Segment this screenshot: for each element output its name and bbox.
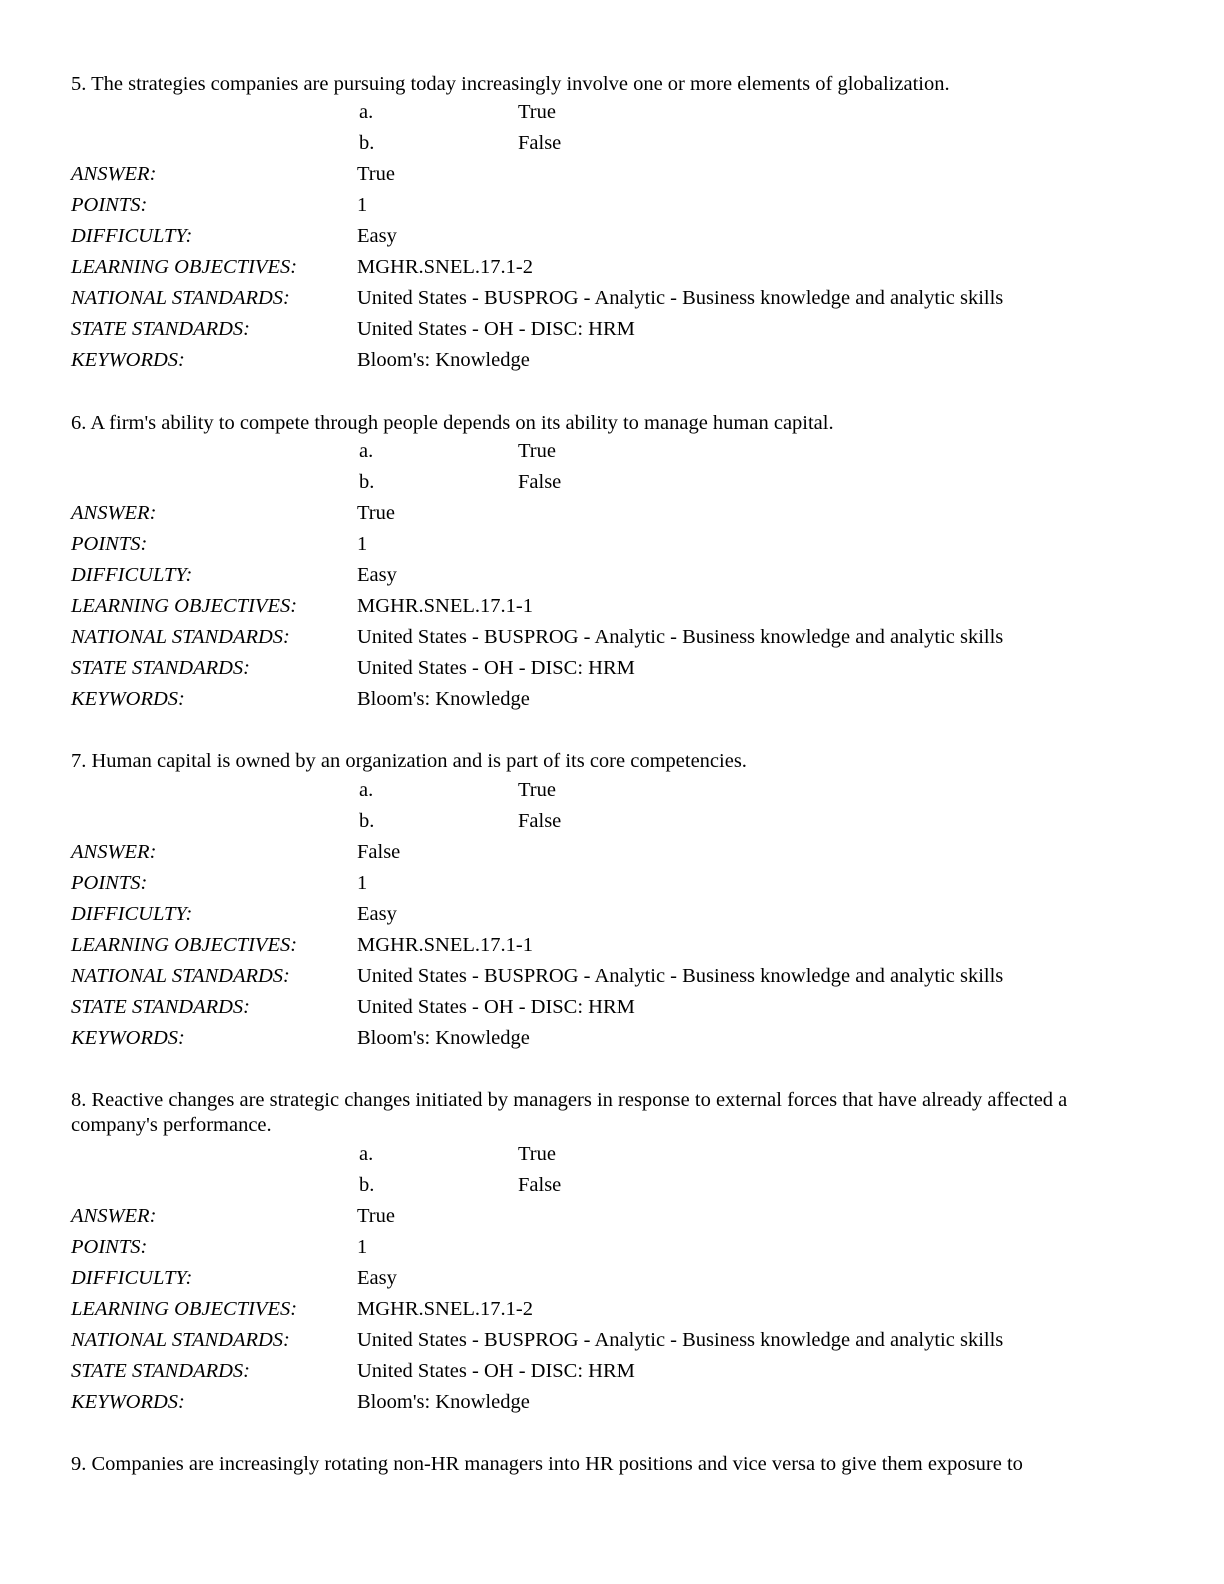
question-stem: 6. A firm's ability to compete through people depends on its ability to manage human capital. [71,412,834,434]
learning-objectives-value: MGHR.SNEL.17.1-1 [357,595,533,617]
difficulty-value: Easy [357,1267,397,1289]
keywords-value: Bloom's: Knowledge [357,1391,530,1413]
points-value: 1 [357,194,368,216]
difficulty-label: DIFFICULTY: [71,225,193,247]
answer-label: ANSWER: [71,502,157,524]
answer-label: ANSWER: [71,163,157,185]
answer-value: True [357,1205,395,1227]
points-value: 1 [357,872,368,894]
option-letter: a. [359,1143,374,1165]
points-value: 1 [357,1236,368,1258]
points-label: POINTS: [71,872,148,894]
state-standards-value: United States - OH - DISC: HRM [357,657,635,679]
national-standards-value: United States - BUSPROG - Analytic - Business knowledge and analytic skills [357,287,1004,309]
option-text: True [518,779,556,801]
national-standards-label: NATIONAL STANDARDS: [71,1329,290,1351]
keywords-label: KEYWORDS: [71,349,185,371]
difficulty-value: Easy [357,903,397,925]
option-letter: b. [359,471,375,493]
keywords-label: KEYWORDS: [71,1027,185,1049]
difficulty-label: DIFFICULTY: [71,564,193,586]
answer-value: True [357,502,395,524]
question-stem: 7. Human capital is owned by an organization and is part of its core competencies. [71,750,747,772]
points-label: POINTS: [71,533,148,555]
learning-objectives-value: MGHR.SNEL.17.1-2 [357,1298,533,1320]
keywords-label: KEYWORDS: [71,1391,185,1413]
keywords-value: Bloom's: Knowledge [357,1027,530,1049]
option-text: False [518,1174,562,1196]
state-standards-value: United States - OH - DISC: HRM [357,996,635,1018]
learning-objectives-label: LEARNING OBJECTIVES: [71,1298,298,1320]
answer-label: ANSWER: [71,1205,157,1227]
national-standards-value: United States - BUSPROG - Analytic - Business knowledge and analytic skills [357,1329,1004,1351]
option-letter: b. [359,1174,375,1196]
state-standards-label: STATE STANDARDS: [71,996,250,1018]
learning-objectives-value: MGHR.SNEL.17.1-2 [357,256,533,278]
option-letter: a. [359,779,374,801]
difficulty-value: Easy [357,564,397,586]
national-standards-value: United States - BUSPROG - Analytic - Business knowledge and analytic skills [357,626,1004,648]
keywords-label: KEYWORDS: [71,688,185,710]
learning-objectives-value: MGHR.SNEL.17.1-1 [357,934,533,956]
option-text: True [518,440,556,462]
option-letter: b. [359,810,375,832]
option-letter: b. [359,132,375,154]
question-stem: 5. The strategies companies are pursuing today increasingly involve one or more elements of globalization. [71,73,950,95]
national-standards-label: NATIONAL STANDARDS: [71,287,290,309]
question-stem: 8. Reactive changes are strategic changes initiated by managers in response to external forces that have already affected a company's performance. [71,1089,1068,1136]
state-standards-label: STATE STANDARDS: [71,1360,250,1382]
option-letter: a. [359,101,374,123]
state-standards-label: STATE STANDARDS: [71,318,250,340]
learning-objectives-label: LEARNING OBJECTIVES: [71,256,298,278]
state-standards-label: STATE STANDARDS: [71,657,250,679]
option-text: True [518,101,556,123]
option-text: False [518,810,562,832]
national-standards-label: NATIONAL STANDARDS: [71,965,290,987]
difficulty-value: Easy [357,225,397,247]
answer-value: True [357,163,395,185]
national-standards-label: NATIONAL STANDARDS: [71,626,290,648]
answer-label: ANSWER: [71,841,157,863]
answer-value: False [357,841,401,863]
keywords-value: Bloom's: Knowledge [357,349,530,371]
national-standards-value: United States - BUSPROG - Analytic - Business knowledge and analytic skills [357,965,1004,987]
points-label: POINTS: [71,1236,148,1258]
keywords-value: Bloom's: Knowledge [357,688,530,710]
question-stem: 9. Companies are increasingly rotating non-HR managers into HR positions and vice versa to give them exposure to [71,1453,1023,1475]
state-standards-value: United States - OH - DISC: HRM [357,1360,635,1382]
points-label: POINTS: [71,194,148,216]
difficulty-label: DIFFICULTY: [71,1267,193,1289]
difficulty-label: DIFFICULTY: [71,903,193,925]
option-text: False [518,132,562,154]
option-letter: a. [359,440,374,462]
option-text: False [518,471,562,493]
points-value: 1 [357,533,368,555]
learning-objectives-label: LEARNING OBJECTIVES: [71,934,298,956]
option-text: True [518,1143,556,1165]
learning-objectives-label: LEARNING OBJECTIVES: [71,595,298,617]
state-standards-value: United States - OH - DISC: HRM [357,318,635,340]
